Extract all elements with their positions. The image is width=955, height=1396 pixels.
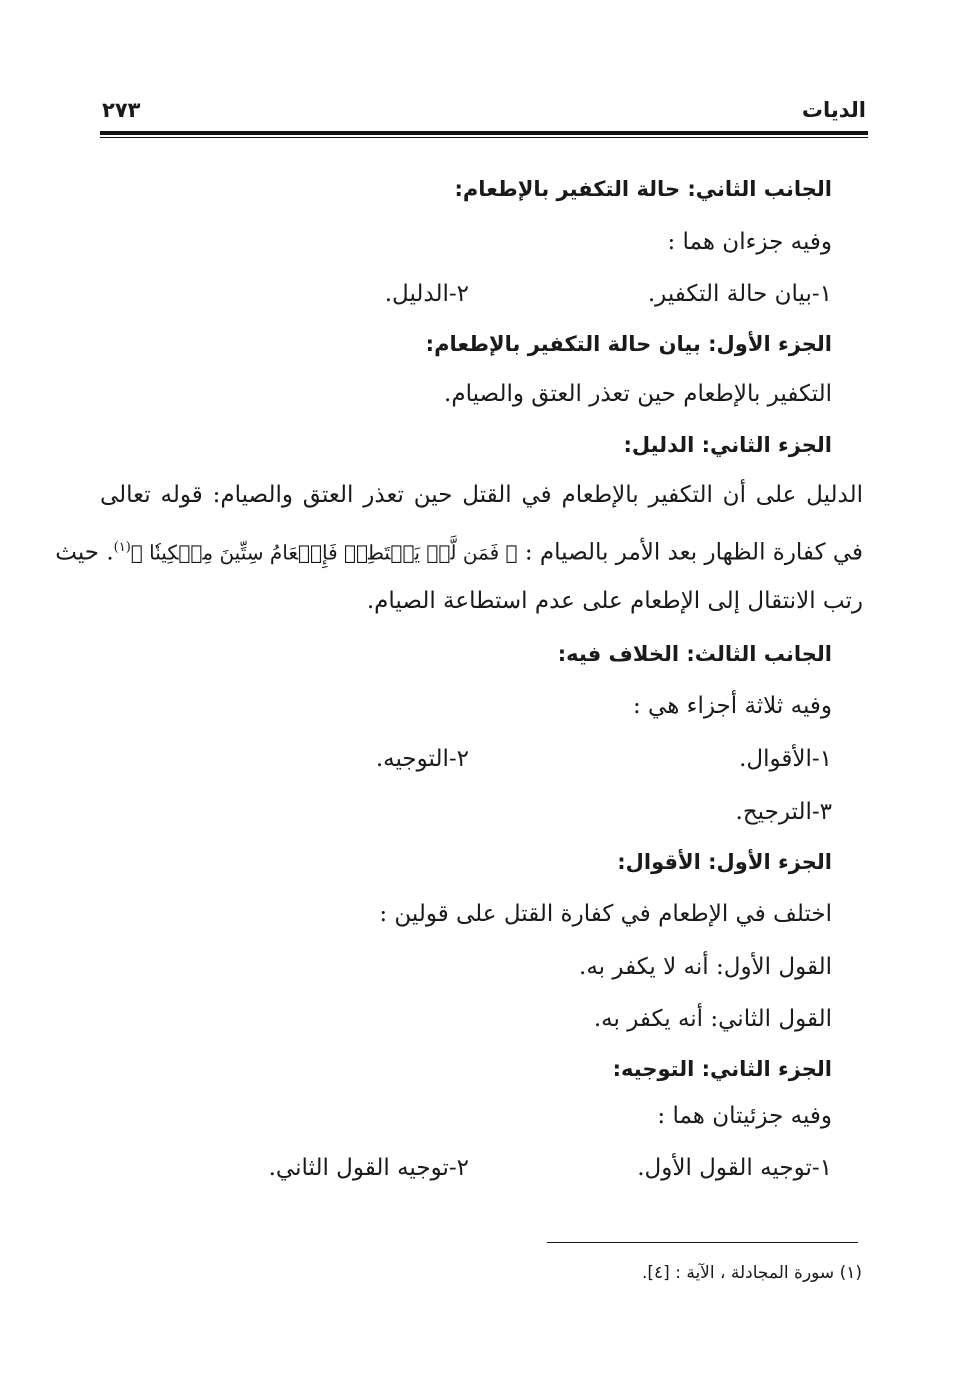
list-item-dalil: ٢-الدليل. <box>384 281 469 307</box>
paragraph-qawl-one: القول الأول: أنه لا يكفر به. <box>579 954 832 980</box>
heading-aqwal: الجزء الأول: الأقوال: <box>617 850 832 874</box>
list-item-bayan: ١-بيان حالة التكفير. <box>647 281 832 307</box>
page-header <box>100 98 866 128</box>
paragraph-two-subparts: وفيه جزئيتان هما : <box>657 1103 832 1129</box>
dalil-line-2-end: . حيث <box>55 539 114 566</box>
footnote-reference[interactable]: (١) <box>113 540 131 555</box>
paragraph-dalil-line-2 <box>55 531 863 570</box>
footnote-text: (١) سورة المجادلة ، الآية : [٤]. <box>641 1263 862 1283</box>
list-item-aqwal: ١-الأقوال. <box>739 746 832 772</box>
list-item-tarjih: ٣-الترجيح. <box>735 799 832 825</box>
paragraph-three-parts: وفيه ثلاثة أجزاء هي : <box>632 693 832 719</box>
heading-part-one: الجزء الأول: بيان حالة التكفير بالإطعام: <box>425 332 832 356</box>
header-rule <box>100 131 868 135</box>
heading-side-three: الجانب الثالث: الخلاف فيه: <box>557 642 832 666</box>
paragraph-qawl-two: القول الثاني: أنه يكفر به. <box>593 1006 832 1032</box>
heading-part-two: الجزء الثاني: الدليل: <box>623 433 832 457</box>
paragraph-part-one: التكفير بالإطعام حين تعذر العتق والصيام. <box>444 381 832 407</box>
page-number: ٢٧٣ <box>102 98 141 122</box>
footnote-rule <box>547 1242 858 1243</box>
heading-side-two: الجانب الثاني: حالة التكفير بالإطعام: <box>454 177 832 201</box>
dalil-line-2-text: في كفارة الظهار بعد الأمر بالصيام : <box>517 539 863 566</box>
paragraph-dalil-line-1: الدليل على أن التكفير بالإطعام في القتل حين تعذر العتق والصيام: قوله تعالى <box>100 482 863 508</box>
paragraph-two-parts: وفيه جزءان هما : <box>667 229 832 255</box>
paragraph-ikhtilaf: اختلف في الإطعام في كفارة القتل على قولين : <box>379 901 832 927</box>
running-title: الديات <box>801 98 866 122</box>
quran-verse: ﴿ فَمَن لَّمۡ يَسۡتَطِعۡ فَإِطۡعَامُ سِتِّينَ مِسۡكِينٗا ﴾ <box>130 540 518 565</box>
header-rule-thin <box>100 137 868 138</box>
list-item-tawjih: ٢-التوجيه. <box>375 746 469 772</box>
list-item-tawjih-qawl-two: ٢-توجيه القول الثاني. <box>268 1155 469 1181</box>
heading-tawjih: الجزء الثاني: التوجيه: <box>612 1057 832 1081</box>
paragraph-dalil-line-3: رتب الانتقال إلى الإطعام على عدم استطاعة الصيام. <box>366 588 863 614</box>
list-item-tawjih-qawl-one: ١-توجيه القول الأول. <box>637 1155 832 1181</box>
